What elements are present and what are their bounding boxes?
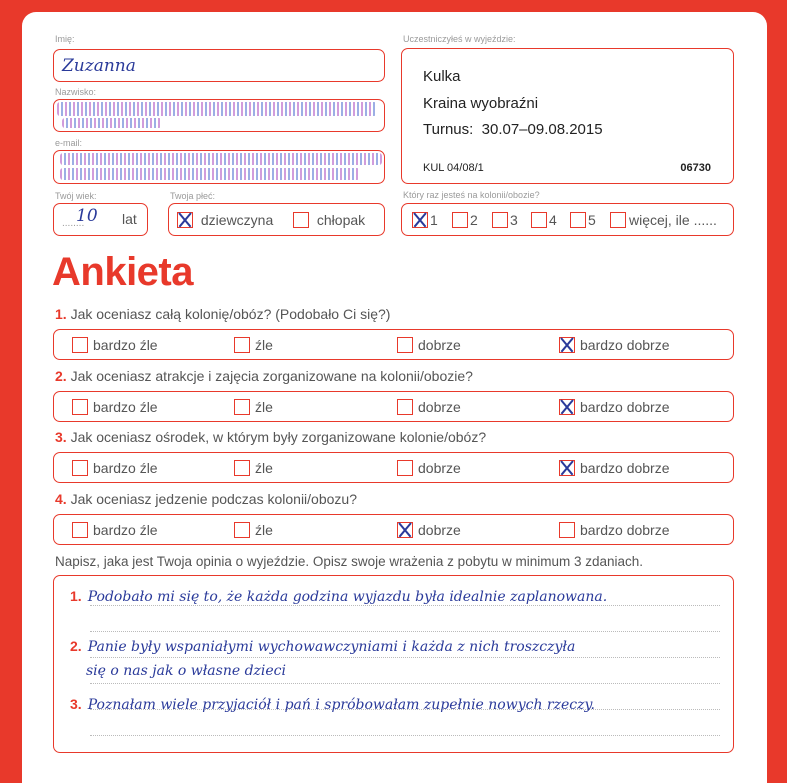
ruled-line xyxy=(90,657,720,658)
checkbox-checked[interactable] xyxy=(177,212,193,228)
rating-label: bardzo źle xyxy=(93,460,158,477)
rating-label: dobrze xyxy=(418,399,461,416)
rating-label: bardzo dobrze xyxy=(580,522,670,539)
ruled-line xyxy=(90,631,720,632)
rating-label: bardzo dobrze xyxy=(580,399,670,416)
rating-option[interactable] xyxy=(234,459,273,476)
checkbox-checked[interactable] xyxy=(559,337,575,353)
rating-label: źle xyxy=(255,399,273,416)
rating-label: bardzo dobrze xyxy=(580,337,670,354)
camp-name: Kulka xyxy=(423,68,461,85)
rating-label: bardzo dobrze xyxy=(580,460,670,477)
checkbox[interactable] xyxy=(293,212,309,228)
rating-option[interactable] xyxy=(234,398,273,415)
turnus-box xyxy=(401,48,734,184)
opinion-prompt: Napisz, jaka jest Twoja opinia o wyjeździe. Opisz swoje wrażenia z pobytu w minimum 3 zdaniach. xyxy=(55,554,644,569)
imie-label: Imię: xyxy=(55,34,75,44)
rating-label: dobrze xyxy=(418,337,461,354)
ktory-option-wiecej[interactable] xyxy=(610,211,717,228)
ktory-option-label: 5 xyxy=(588,212,596,229)
rating-label: bardzo źle xyxy=(93,522,158,539)
rating-label: bardzo źle xyxy=(93,399,158,416)
checkbox[interactable] xyxy=(492,212,508,228)
ktory-option-label: 1 xyxy=(430,212,438,229)
redacted-email xyxy=(60,153,382,165)
checkbox[interactable] xyxy=(72,399,88,415)
ruled-line xyxy=(90,735,720,736)
checkbox[interactable] xyxy=(570,212,586,228)
checkbox[interactable] xyxy=(234,337,250,353)
rating-option[interactable] xyxy=(397,521,461,538)
opinion-text: Poznałam wiele przyjaciół i pań i spróbowałam zupełnie nowych rzeczy. xyxy=(87,697,595,713)
rating-row-1 xyxy=(53,329,734,360)
email-label: e-mail: xyxy=(55,138,83,148)
checkbox[interactable] xyxy=(234,399,250,415)
opinion-line-1 xyxy=(70,588,607,605)
ktory-option-label: 3 xyxy=(510,212,518,229)
rating-label: źle xyxy=(255,337,273,354)
redacted-surname xyxy=(57,102,377,116)
question-number: 2. xyxy=(55,368,67,384)
opinion-line-3 xyxy=(70,696,595,713)
checkbox[interactable] xyxy=(531,212,547,228)
wiek-unit: lat xyxy=(122,211,137,227)
plec-label: Twoja płeć: xyxy=(170,191,216,201)
line-number: 3. xyxy=(70,696,82,712)
redacted-surname-2 xyxy=(62,118,162,128)
rating-option[interactable] xyxy=(72,459,158,476)
question-2 xyxy=(55,368,473,384)
checkbox-checked[interactable] xyxy=(397,522,413,538)
rating-option[interactable] xyxy=(559,459,670,476)
opinion-text: Podobało mi się to, że każda godzina wyjazdu była idealnie zaplanowana. xyxy=(87,589,608,605)
camp-code: KUL 04/08/1 xyxy=(423,162,484,174)
redacted-email-2 xyxy=(60,168,360,180)
uczestnik-label: Uczestniczyłeś w wyjeździe: xyxy=(403,34,516,44)
rating-row-4 xyxy=(53,514,734,545)
ktory-option-label: więcej, ile ...... xyxy=(629,212,717,229)
rating-label: dobrze xyxy=(418,522,461,539)
wiek-value: 10 xyxy=(76,206,98,226)
imie-field[interactable] xyxy=(53,49,385,82)
question-3 xyxy=(55,429,486,445)
rating-option[interactable] xyxy=(72,336,158,353)
rating-option[interactable] xyxy=(72,398,158,415)
checkbox[interactable] xyxy=(452,212,468,228)
checkbox[interactable] xyxy=(559,522,575,538)
camp-dates: Turnus: 30.07–09.08.2015 xyxy=(423,121,603,138)
checkbox[interactable] xyxy=(234,522,250,538)
ktory-option-label: 4 xyxy=(549,212,557,229)
ktory-option-4[interactable] xyxy=(531,211,557,228)
rating-label: źle xyxy=(255,460,273,477)
opinion-text: Panie były wspaniałymi wychowawczyniami i każda z nich troszczyła xyxy=(87,639,576,655)
question-number: 3. xyxy=(55,429,67,445)
rating-option[interactable] xyxy=(559,398,670,415)
rating-label: dobrze xyxy=(418,460,461,477)
opinion-text: się o nas jak o własne dzieci xyxy=(86,663,286,679)
ruled-line xyxy=(90,605,720,606)
plec-option-chlopak[interactable] xyxy=(293,211,365,228)
page-title: Ankieta xyxy=(52,250,193,294)
ktory-option-5[interactable] xyxy=(570,211,596,228)
nazwisko-label: Nazwisko: xyxy=(55,87,97,97)
question-1 xyxy=(55,306,390,322)
checkbox[interactable] xyxy=(397,460,413,476)
wiek-label: Twój wiek: xyxy=(55,191,97,201)
rating-option[interactable] xyxy=(559,521,670,538)
checkbox-checked[interactable] xyxy=(412,212,428,228)
camp-number: 06730 xyxy=(680,162,711,174)
ktory-label: Który raz jesteś na kolonii/obozie? xyxy=(403,190,540,200)
ruled-line xyxy=(90,683,720,684)
line-number: 1. xyxy=(70,588,82,604)
question-text: Jak oceniasz całą kolonię/obóz? (Podobało Ci się?) xyxy=(70,306,391,322)
rating-option[interactable] xyxy=(397,459,461,476)
plec-field xyxy=(168,203,385,236)
checkbox[interactable] xyxy=(610,212,626,228)
camp-theme: Kraina wyobraźni xyxy=(423,95,539,112)
opinion-line-2 xyxy=(70,638,575,655)
checkbox[interactable] xyxy=(234,460,250,476)
plec-option-label: dziewczyna xyxy=(200,212,274,229)
rating-option[interactable] xyxy=(72,521,158,538)
checkbox[interactable] xyxy=(72,522,88,538)
rating-row-3 xyxy=(53,452,734,483)
wiek-dots: ........ xyxy=(62,218,85,229)
rating-row-2 xyxy=(53,391,734,422)
checkbox[interactable] xyxy=(397,399,413,415)
line-number: 2. xyxy=(70,638,82,654)
ktory-field xyxy=(401,203,734,236)
opinion-line-2b xyxy=(86,663,286,679)
rating-option[interactable] xyxy=(559,336,670,353)
rating-label: źle xyxy=(255,522,273,539)
ktory-option-2[interactable] xyxy=(452,211,478,228)
question-4 xyxy=(55,491,357,507)
question-text: Jak oceniasz ośrodek, w którym były zorganizowane kolonie/obóz? xyxy=(70,429,487,445)
question-text: Jak oceniasz jedzenie podczas kolonii/obozu? xyxy=(70,491,357,507)
ktory-option-3[interactable] xyxy=(492,211,518,228)
question-number: 4. xyxy=(55,491,67,507)
checkbox-checked[interactable] xyxy=(559,399,575,415)
question-number: 1. xyxy=(55,306,67,322)
wiek-field[interactable] xyxy=(53,203,148,236)
rating-label: bardzo źle xyxy=(93,337,158,354)
rating-option[interactable] xyxy=(234,336,273,353)
plec-option-label: chłopak xyxy=(316,212,366,229)
question-text: Jak oceniasz atrakcje i zajęcia zorganizowane na kolonii/obozie? xyxy=(70,368,473,384)
ktory-option-1[interactable] xyxy=(412,211,438,228)
ktory-option-label: 2 xyxy=(470,212,478,229)
checkbox[interactable] xyxy=(72,337,88,353)
checkbox-checked[interactable] xyxy=(559,460,575,476)
rating-option[interactable] xyxy=(397,398,461,415)
plec-option-dziewczyna[interactable] xyxy=(177,211,273,228)
rating-option[interactable] xyxy=(397,336,461,353)
checkbox[interactable] xyxy=(72,460,88,476)
imie-value: Zuzanna xyxy=(62,56,136,76)
checkbox[interactable] xyxy=(397,337,413,353)
rating-option[interactable] xyxy=(234,521,273,538)
